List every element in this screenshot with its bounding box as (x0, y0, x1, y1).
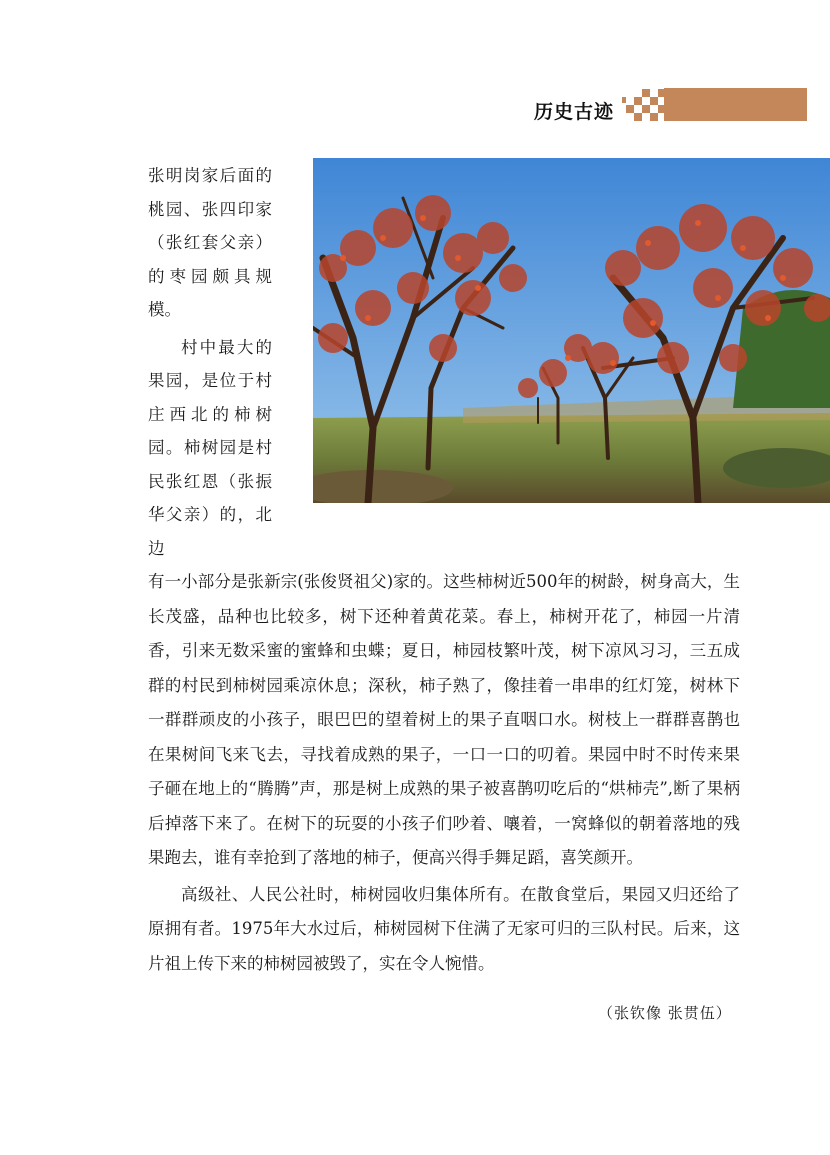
persimmon-orchard-photo (313, 158, 830, 503)
section-title: 历史古迹 (534, 101, 615, 123)
article-paragraph-2: 高级社、人民公社时，柿树园收归集体所有。在散食堂后，果园又归还给了原拥有者。1975年大水过后，柿树园树下住满了无家可归的三队村民。后来，这片祖上传下来的柿树园被毁了，实在令人惋惜。 (148, 884, 740, 973)
article-side-column (148, 159, 272, 565)
header-color-bar (664, 88, 807, 121)
checker-decoration-icon (622, 89, 666, 123)
article-body (148, 565, 740, 981)
article-paragraph-1-continued: 有一小部分是张新宗(张俊贤祖父)家的。这些柿树近500年的树龄，树身高大，生长茂盛，品种也比较多，树下还种着黄花菜。春上，柿树开花了，柿园一片清香，引来无数采蜜的蜜蜂和虫蝶；夏日，柿园枝繁叶茂，树下凉风习习，三五成群的村民到柿树园乘凉休息；深秋，柿子熟了，像挂着一串串的红灯笼，树林下一群群顽皮的小孩子，眼巴巴的望着树上的果子直咽口水。树枝上一群群喜鹊也在果树间飞来飞去，寻找着成熟的果子，一口一口的叨着。果园中时不时传来果子砸在地上的“腾腾”声，那是树上成熟的果子被喜鹊叨吃后的“烘柿壳”,断了果柄后掉落下来了。在树下的玩耍的小孩子们吵着、嚷着，一窝蜂似的朝着落地的残果跑去，谁有幸抢到了落地的柿子，便高兴得手舞足蹈，喜笑颜开。 (148, 572, 740, 867)
author-signature: （张钦像 张贯伍） (598, 1004, 732, 1022)
article-side-paragraph-1: 张明岗家后面的桃园、张四印家（张红套父亲）的枣园颇具规模。 (148, 166, 272, 319)
article-side-paragraph-2: 村中最大的果园，是位于村庄西北的柿树园。柿树园是村民张红恩（张振华父亲）的，北边 (148, 337, 272, 558)
